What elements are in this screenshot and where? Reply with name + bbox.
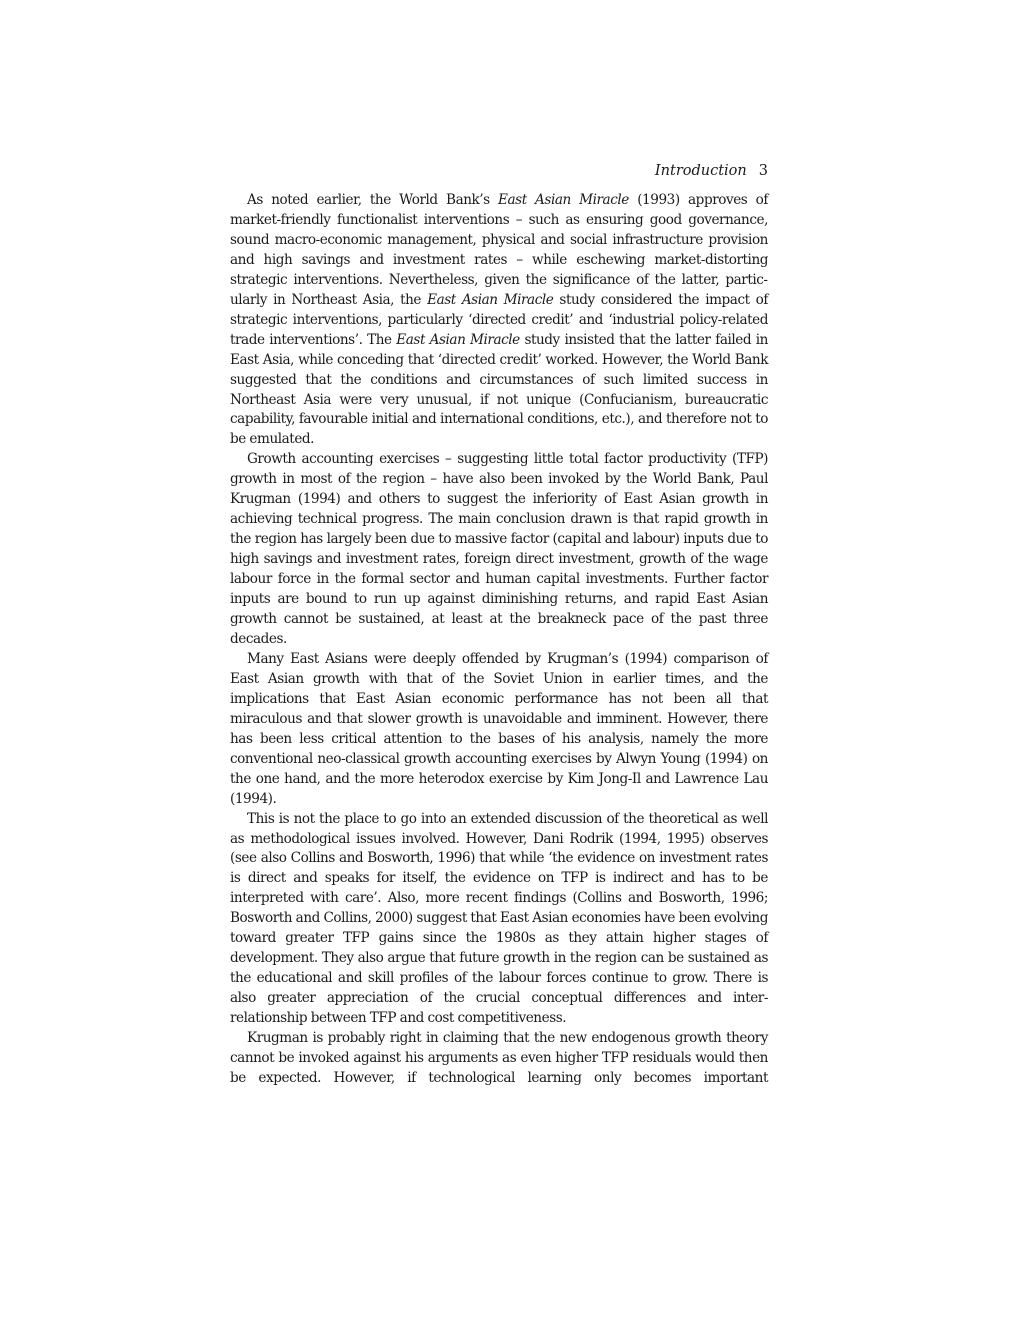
italic-title: East Asian Miracle <box>427 291 554 308</box>
body-paragraph <box>230 191 768 450</box>
text-run: Growth accounting exercises – suggesting little total factor productivity (TFP) growth in most of the region – have also been invoked by the World Bank, Paul Krugman (1994) and others to suggest the inferiority of East Asian growth in achieving technical progress. The main conclusion drawn is that rapid growth in the region has largely been due to massive factor (capital and labour) inputs due to high savings and investment rates, foreign direct investment, growth of the wage labour force in the formal sector and human capital investments. Further factor inputs are bound to run up against diminishing returns, and rapid East Asian growth cannot be sustained, at least at the breakneck pace of the past three decades. <box>230 451 768 647</box>
body-paragraph <box>230 450 768 650</box>
italic-title: East Asian Miracle <box>498 192 629 208</box>
running-head-title: Introduction <box>654 163 747 179</box>
text-run: study insisted that the latter failed in East Asia, while conceding that ‘directed credit’ worked. However, the World Bank suggested that the conditions and circumstances of such limited success in Northeast Asia were very unusual, if not unique (Confucianism, bureaucratic capability, favourable initial and international conditions, etc.), and therefore not to be emulated. <box>230 331 768 448</box>
text-run: study considered the impact of strategic interventions, particularly ‘directed credit’ and ‘industrial policy-related trade interventions’. The <box>230 291 768 348</box>
body-text <box>230 191 768 1089</box>
body-paragraph <box>230 1029 768 1089</box>
body-paragraph <box>230 810 768 1029</box>
text-run: Many East Asians were deeply offended by Krugman’s (1994) comparison of East Asian growth with that of the Soviet Union in earlier times, and the implications that East Asian economic performance has not been all that miraculous and that slower growth is unavoidable and imminent. However, there has been less critical attention to the bases of his analysis, namely the more conventional neo-classical growth accounting exercises by Alwyn Young (1994) on the one hand, and the more heterodox exercise by Kim Jong-Il and Lawrence Lau (1994). <box>230 650 768 807</box>
body-paragraph <box>230 650 768 810</box>
text-run: (1993) approves of market-friendly functionalist interventions – such as ensuring good governance, sound macro-economic management, physical and social infrastructure provision and high savings and investment rates – while eschewing market-distorting strategic interventions. Nevertheless, given the significance of the latter, particularly in Northeast Asia, the <box>230 192 768 308</box>
text-run: This is not the place to go into an extended discussion of the theoretical as well as methodological issues involved. However, Dani Rodrik (1994, 1995) observes (see also Collins and Bosworth, 1996) that while ‘the evidence on investment rates is direct and speaks for itself, the evidence on TFP is indirect and has to be interpreted with care’. Also, more recent findings (Collins and Bosworth, 1996; Bosworth and Collins, 2000) suggest that East Asian economies have been evolving toward greater TFP gains since the 1980s as they attain higher stages of development. They also argue that future growth in the region can be sustained as the educational and skill profiles of the labour forces continue to grow. There is also greater appreciation of the crucial conceptual differences and inter-relationship between TFP and cost competitiveness. <box>230 810 768 1027</box>
running-head <box>230 161 768 181</box>
text-run: As noted earlier, the World Bank’s <box>247 192 499 208</box>
italic-title: East Asian Miracle <box>396 331 520 348</box>
page-number: 3 <box>758 163 768 179</box>
text-run: Krugman is probably right in claiming that the new endogenous growth theory cannot be invoked against his arguments as even higher TFP residuals would then be expected. However, if technological learning only becomes important <box>230 1030 768 1086</box>
